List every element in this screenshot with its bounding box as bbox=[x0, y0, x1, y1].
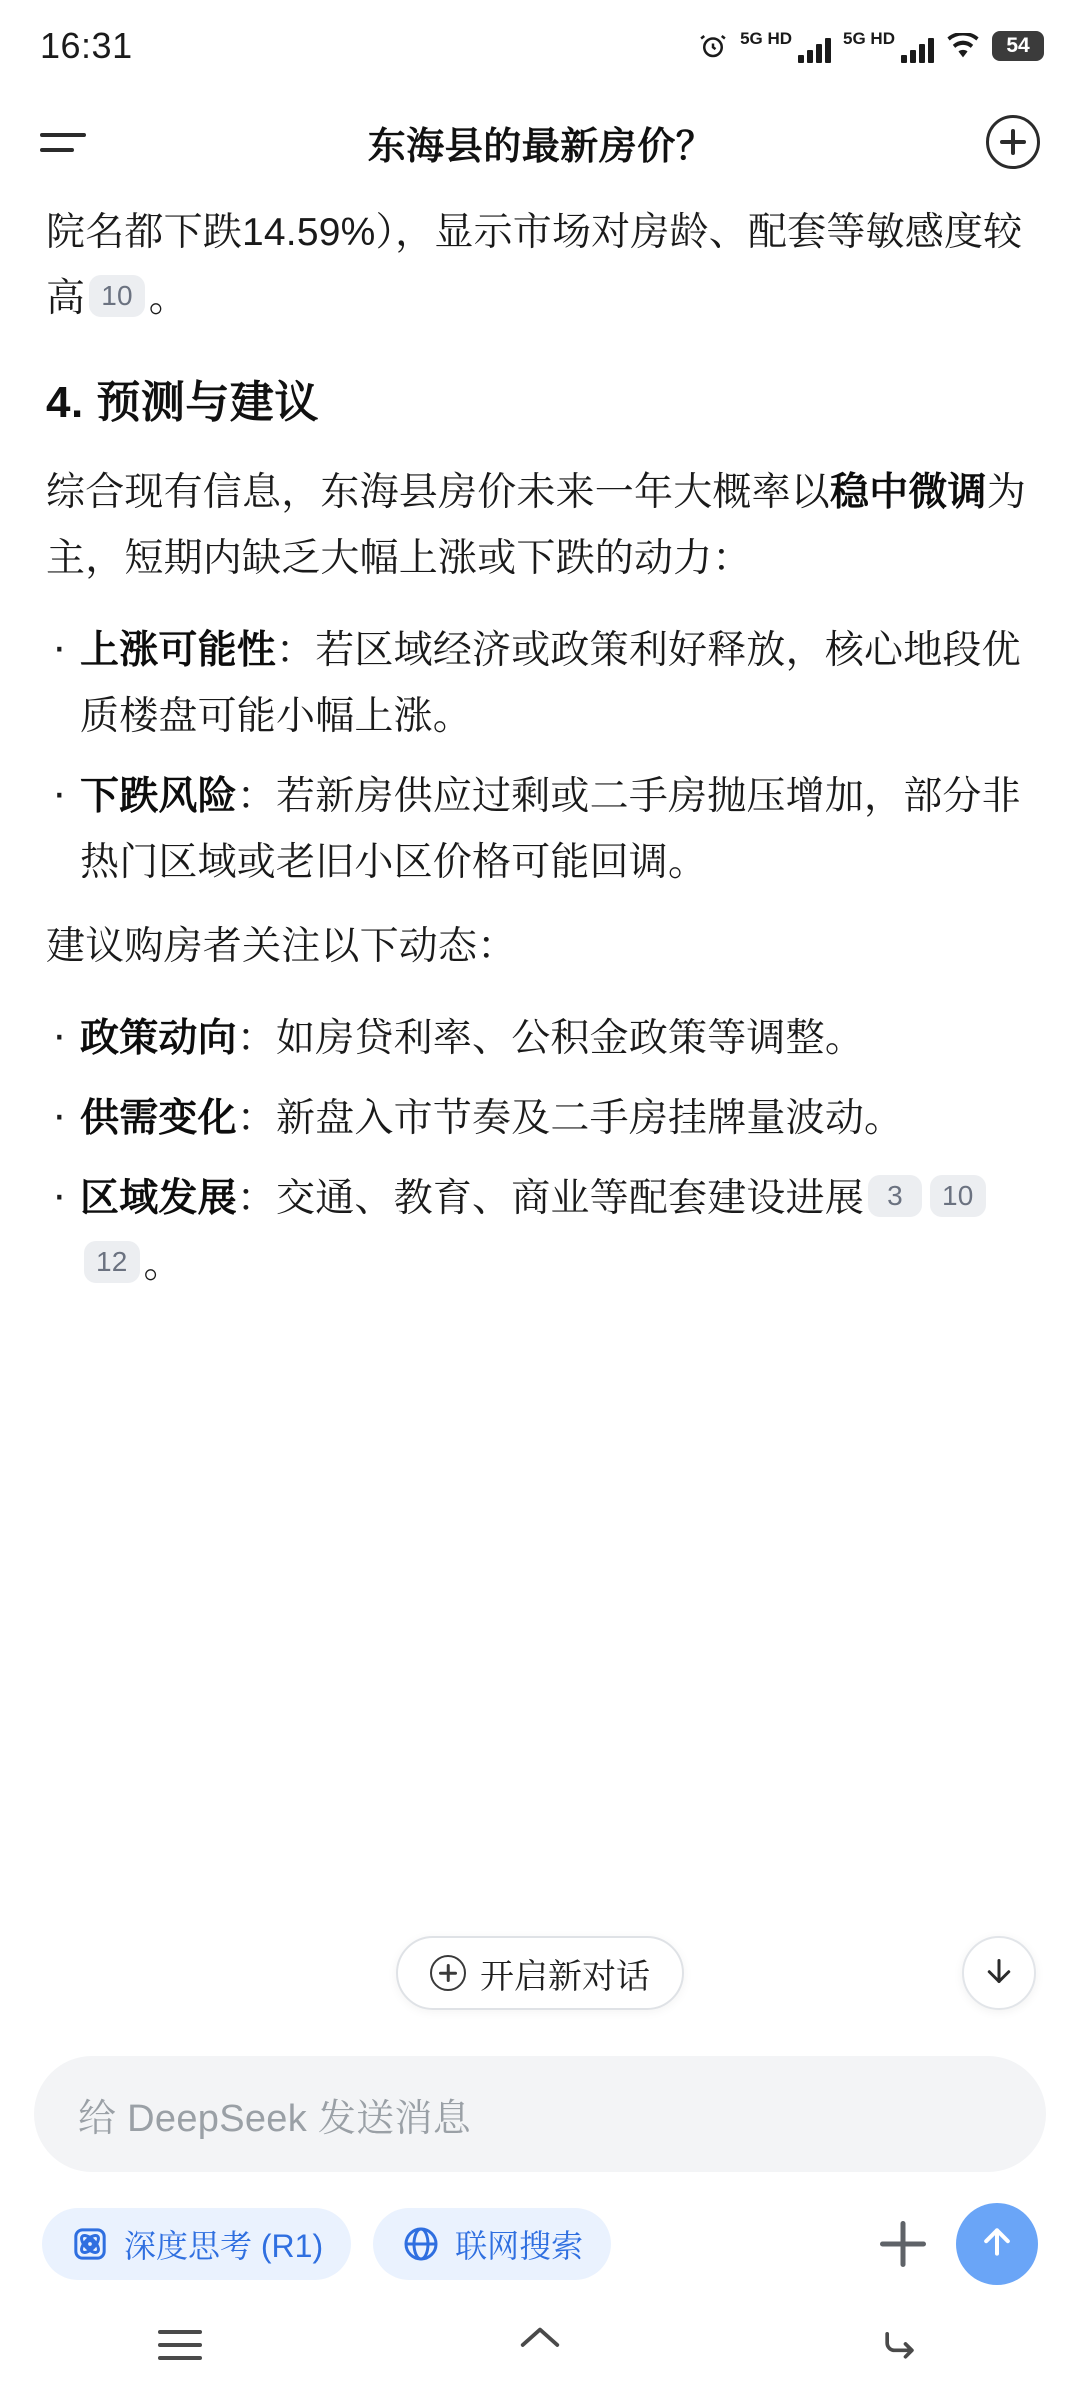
status-icons bbox=[698, 30, 1044, 63]
list-item bbox=[46, 1086, 1034, 1152]
system-nav-bar bbox=[0, 2290, 1080, 2400]
web-search-toggle[interactable] bbox=[373, 2208, 611, 2280]
app-header bbox=[0, 92, 1080, 192]
bullet-text: ：若区域经济或政策利好释放，核心地段优质楼盘可能小幅上涨。 bbox=[80, 629, 1021, 738]
intro-paragraph bbox=[46, 460, 1034, 592]
floating-action-row bbox=[0, 1936, 1080, 2010]
deep-think-icon bbox=[70, 2224, 110, 2264]
bullet-text: ：如房贷利率、公积金政策等调整。 bbox=[236, 1017, 865, 1060]
wifi-icon bbox=[946, 33, 980, 59]
network-label-2: 5G HD bbox=[843, 28, 895, 48]
start-new-chat-label: 开启新对话 bbox=[480, 1957, 650, 1996]
deep-think-label: 深度思考 (R1) bbox=[124, 2228, 324, 2264]
recents-button[interactable] bbox=[110, 2310, 250, 2380]
start-new-chat-button[interactable] bbox=[396, 1936, 684, 2010]
page-title: 东海县的最新房价？ bbox=[367, 125, 715, 168]
section-heading: 4. 预测与建议 bbox=[46, 378, 319, 427]
paragraph-continuation bbox=[46, 200, 1034, 332]
globe-icon bbox=[401, 2224, 441, 2264]
citation-chip[interactable]: 3 bbox=[868, 1175, 922, 1217]
composer-tools-row bbox=[34, 2198, 1046, 2290]
scroll-to-bottom-button[interactable] bbox=[962, 1936, 1036, 2010]
list-item bbox=[46, 1006, 1034, 1072]
signal-1 bbox=[740, 30, 831, 63]
citation-chip[interactable]: 10 bbox=[89, 275, 145, 317]
status-time: 16:31 bbox=[40, 25, 133, 66]
send-button[interactable] bbox=[956, 2203, 1038, 2285]
deep-think-toggle[interactable] bbox=[42, 2208, 351, 2280]
arrow-up-icon bbox=[977, 2222, 1017, 2267]
intro-emphasis: 稳中微调 bbox=[830, 471, 987, 514]
web-search-label: 联网搜索 bbox=[455, 2228, 584, 2264]
bullet-text: ：新盘入市节奏及二手房挂牌量波动。 bbox=[236, 1097, 904, 1140]
bullet-text: ：交通、教育、商业等配套建设进展 bbox=[236, 1177, 865, 1220]
bullet-text: ：若新房供应过剩或二手房抛压增加，部分非热门区域或老旧小区价格可能回调。 bbox=[80, 775, 1021, 884]
message-input-wrapper[interactable] bbox=[34, 2056, 1046, 2172]
new-chat-plus-icon[interactable] bbox=[986, 115, 1040, 169]
status-bar bbox=[0, 0, 1080, 92]
advice-lead-paragraph: 建议购房者关注以下动态： bbox=[46, 925, 517, 968]
intro-part-c: 为主，短期内缺乏大幅上涨或下跌的动力： bbox=[46, 471, 1027, 580]
citation-chip[interactable]: 10 bbox=[930, 1175, 986, 1217]
bullet-label: 政策动向 bbox=[80, 1017, 237, 1060]
list-item bbox=[46, 1166, 1034, 1298]
composer bbox=[0, 2056, 1080, 2290]
paragraph-tail: 。 bbox=[148, 277, 188, 320]
signal-bars-2 bbox=[901, 37, 934, 63]
list-item bbox=[46, 764, 1034, 896]
attach-plus-icon[interactable] bbox=[872, 2213, 934, 2275]
bullet-label: 供需变化 bbox=[80, 1097, 237, 1140]
battery-indicator: 54 bbox=[992, 31, 1044, 61]
back-icon bbox=[878, 2323, 922, 2368]
citation-chip[interactable]: 12 bbox=[84, 1241, 140, 1283]
intro-part-a: 综合现有信息，东海县房价未来一年大概率以 bbox=[46, 471, 831, 514]
hamburger-menu-icon[interactable] bbox=[40, 114, 96, 170]
bullet-label: 区域发展 bbox=[80, 1177, 237, 1220]
alarm-icon bbox=[698, 31, 728, 61]
plus-circle-icon bbox=[430, 1955, 466, 1991]
recents-icon bbox=[158, 2330, 202, 2360]
search-input[interactable]: 给 DeepSeek 发送消息 bbox=[78, 2097, 472, 2140]
conversation-body[interactable] bbox=[0, 192, 1080, 2056]
signal-2 bbox=[843, 30, 934, 63]
bullet-label: 下跌风险 bbox=[80, 775, 237, 818]
signal-bars-1 bbox=[798, 37, 831, 63]
back-button[interactable] bbox=[830, 2310, 970, 2380]
arrow-down-icon bbox=[981, 1953, 1017, 1994]
network-label-1: 5G HD bbox=[740, 28, 793, 48]
risk-bullet-list bbox=[46, 618, 1034, 896]
paragraph-text: 院名都下跌14.59%），显示市场对房龄、配套等敏感度较高 bbox=[46, 211, 1023, 320]
bullet-label: 上涨可能性 bbox=[80, 629, 277, 672]
home-button[interactable] bbox=[470, 2310, 610, 2380]
home-icon bbox=[517, 2323, 563, 2368]
list-item bbox=[46, 618, 1034, 750]
advice-bullet-list bbox=[46, 1006, 1034, 1298]
bullet-tail: 。 bbox=[143, 1243, 183, 1286]
